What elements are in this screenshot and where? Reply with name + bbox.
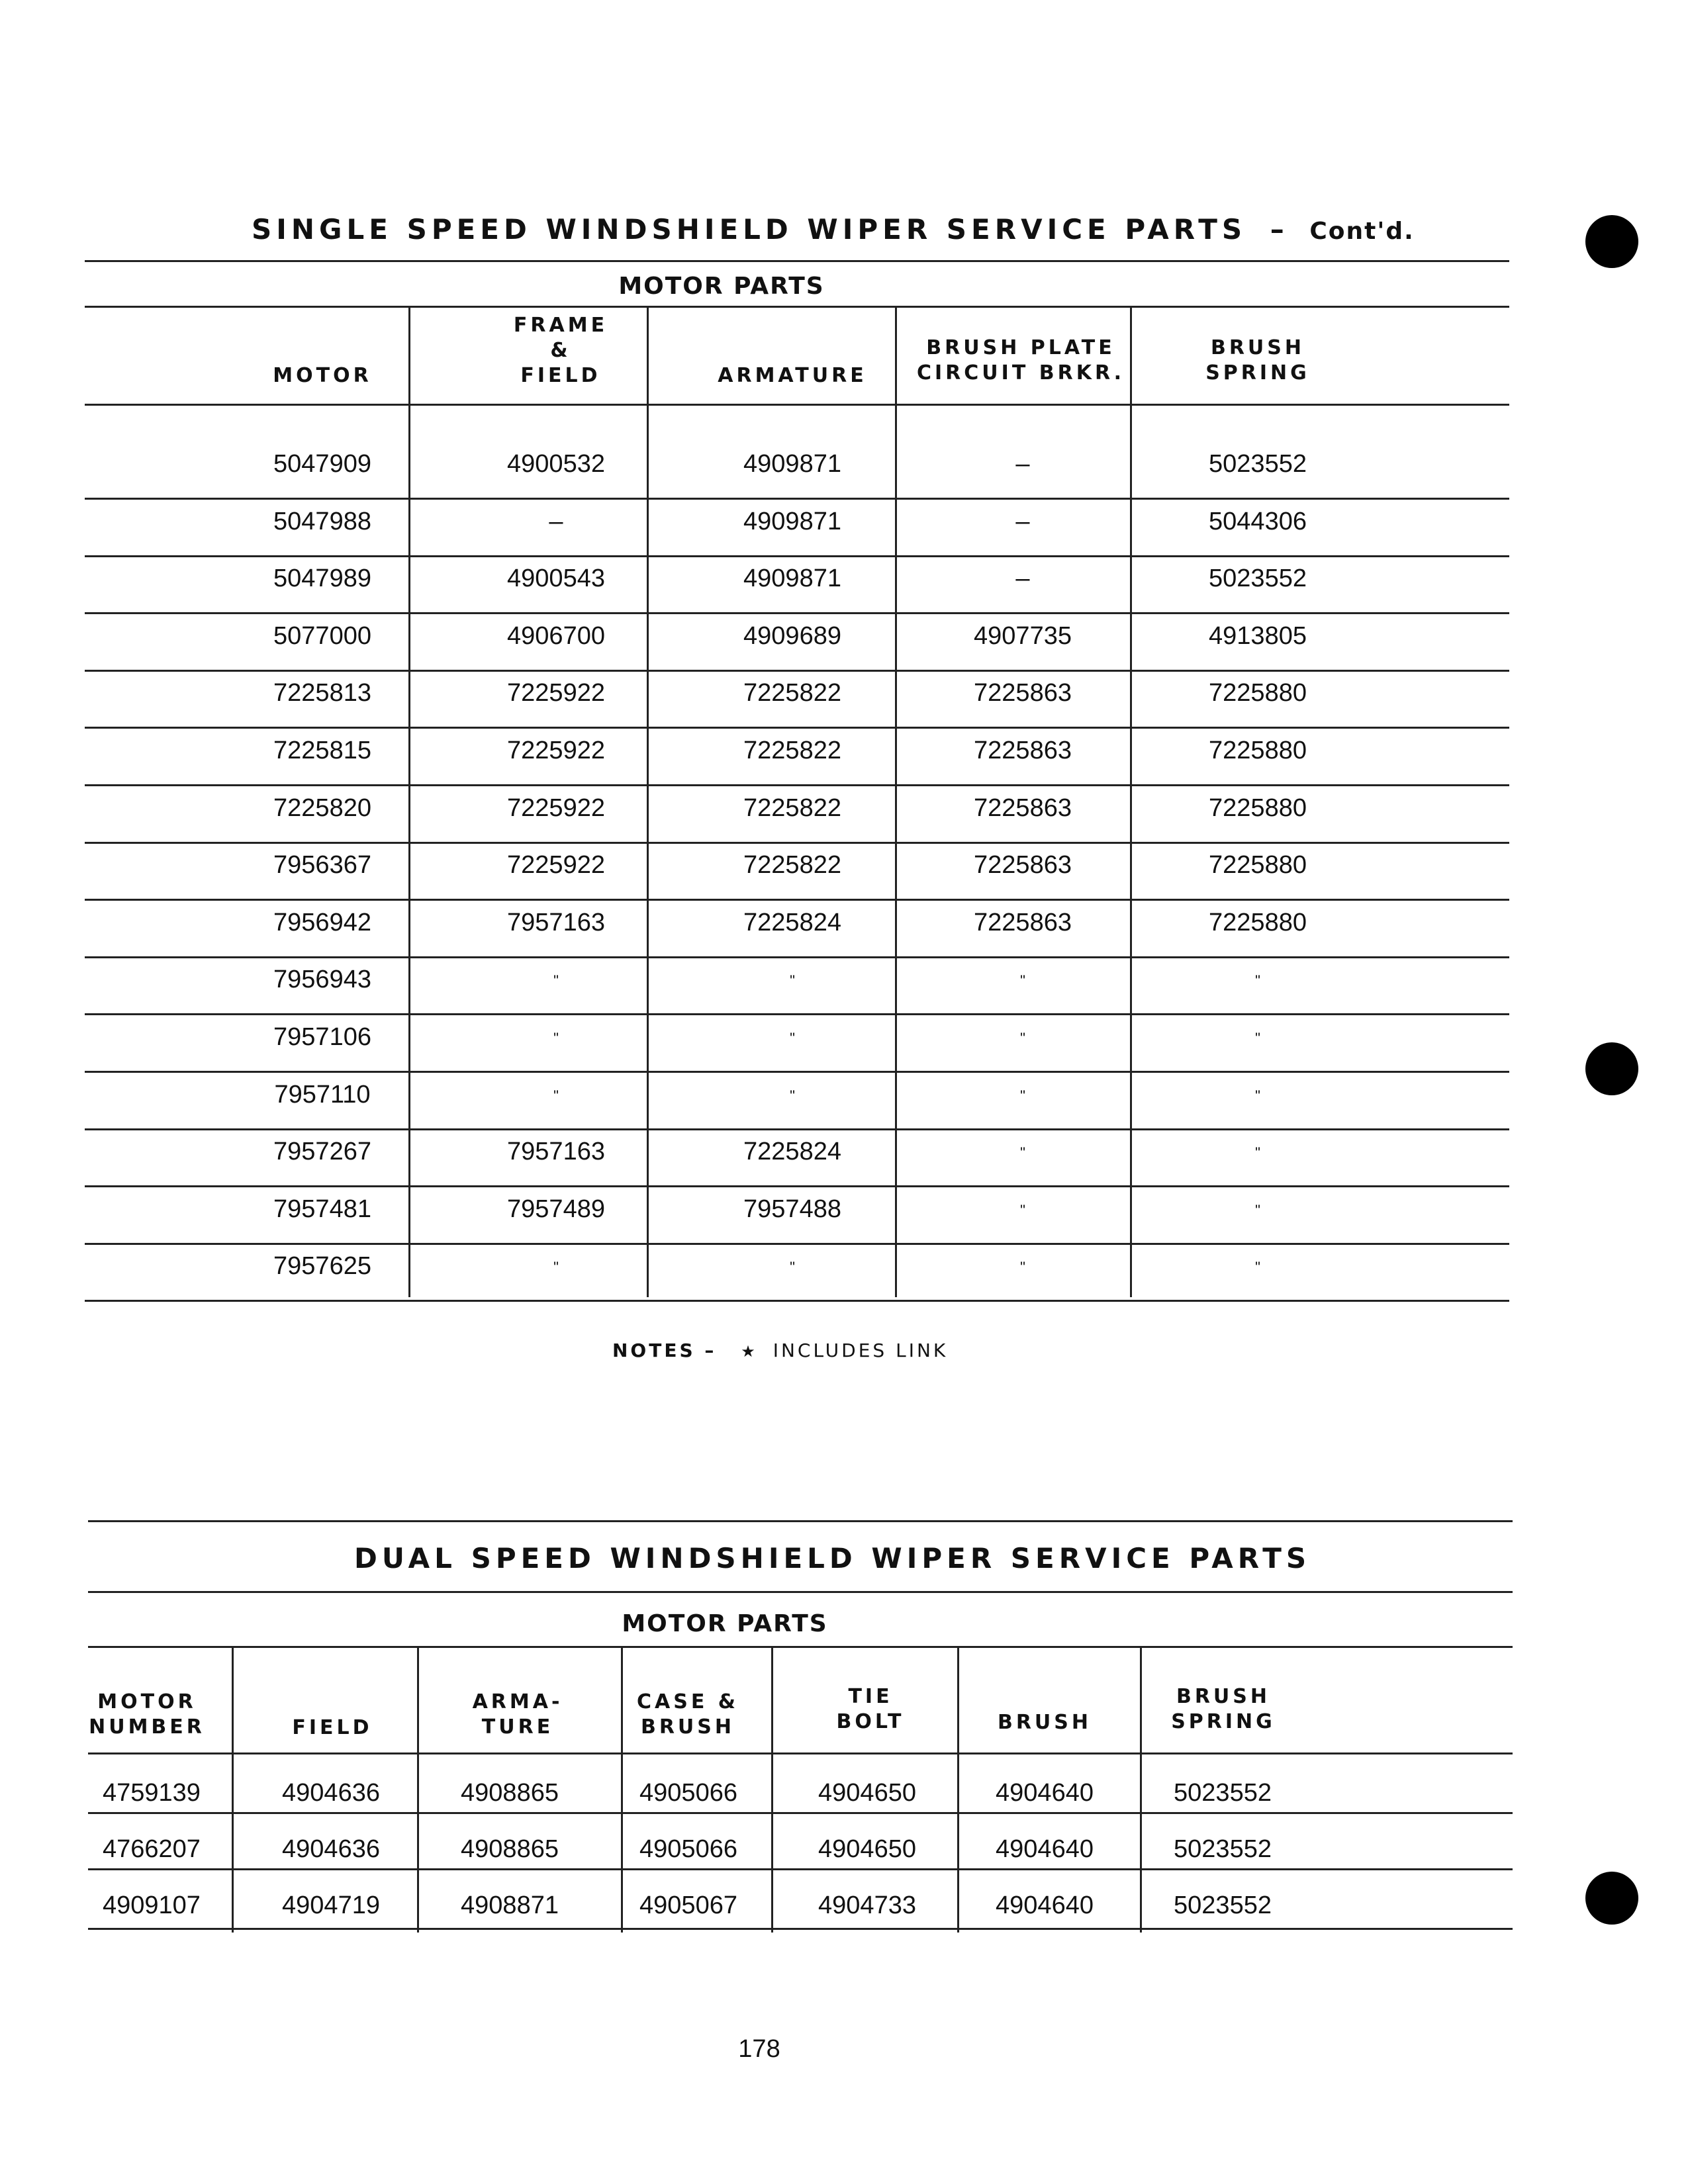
- table-cell: 4905067: [639, 1891, 737, 1919]
- table-cell: 4900532: [507, 450, 605, 478]
- table-cell: 7225822: [743, 737, 841, 764]
- table-cell: 4906700: [507, 621, 605, 650]
- table1-title: [252, 213, 1415, 246]
- table-row-rule: [85, 956, 1509, 958]
- table-row-rule: [85, 1185, 1509, 1187]
- table1-notes: [612, 1340, 948, 1361]
- t1-col-divider: [647, 307, 649, 1297]
- column-header-line: FIELD: [520, 364, 601, 387]
- table-cell: ": [1020, 972, 1025, 989]
- table-cell: 5047909: [273, 450, 371, 478]
- table-cell: 5023552: [1209, 450, 1307, 478]
- column-header-line: ARMATURE: [718, 364, 867, 387]
- table-cell: ": [1255, 1087, 1260, 1104]
- table-cell: 7225863: [974, 679, 1072, 707]
- table-cell: 7225922: [507, 679, 605, 707]
- column-header-line: TIE: [848, 1685, 893, 1708]
- page-number: 178: [738, 2035, 780, 2063]
- table-cell: ": [1020, 1144, 1025, 1161]
- table-cell: 7957625: [273, 1252, 371, 1281]
- table-cell: 7956943: [273, 966, 371, 994]
- table-row-rule: [85, 899, 1509, 901]
- table-cell: ": [553, 1030, 559, 1046]
- t1-header-1: [428, 313, 693, 388]
- table-row-rule: [85, 727, 1509, 729]
- table-cell: ": [790, 1259, 795, 1276]
- table-cell: 7225880: [1209, 851, 1307, 880]
- table-cell: 7225822: [743, 851, 841, 880]
- table-cell: 4909871: [743, 565, 841, 593]
- column-header-line: NUMBER: [89, 1715, 205, 1739]
- table1-title-contd: Cont'd.: [1309, 218, 1415, 245]
- table2-subtitle: MOTOR PARTS: [622, 1610, 828, 1637]
- table-row-rule: [85, 784, 1509, 786]
- table-cell: 4766207: [103, 1835, 201, 1863]
- table-cell: ": [1255, 1201, 1260, 1218]
- table-cell: 4904640: [996, 1835, 1094, 1863]
- table2-header-top-rule: [88, 1646, 1513, 1648]
- table-cell: ": [1255, 1259, 1260, 1276]
- punch-hole-top: [1585, 215, 1638, 268]
- table-cell: 7957481: [273, 1195, 371, 1223]
- table-row-rule: [85, 1300, 1509, 1302]
- table1-title-dash: –: [1270, 213, 1289, 246]
- table2-title-text: DUAL SPEED WINDSHIELD WIPER SERVICE PARTS: [354, 1542, 1311, 1574]
- table-cell: –: [549, 507, 563, 535]
- table-cell: 7225863: [974, 851, 1072, 880]
- table-cell: ": [790, 1030, 795, 1046]
- t1-header-0: [190, 363, 455, 388]
- table-cell: 4904640: [996, 1891, 1094, 1919]
- table-row-rule: [88, 1868, 1513, 1870]
- t1-header-3: [888, 336, 1153, 386]
- table-row-rule: [85, 670, 1509, 672]
- notes-text: INCLUDES LINK: [773, 1340, 949, 1361]
- table-cell: 7957106: [273, 1023, 371, 1051]
- table-cell: 7225863: [974, 908, 1072, 936]
- table-cell: 5077000: [273, 621, 371, 650]
- table-cell: 4908865: [461, 1835, 559, 1863]
- punch-hole-middle: [1585, 1042, 1638, 1095]
- t2-header-rule: [88, 1752, 1513, 1754]
- table-cell: 7957488: [743, 1195, 841, 1223]
- table-cell: 7957110: [274, 1080, 371, 1109]
- table-cell: 7225922: [507, 737, 605, 764]
- table-cell: ": [790, 1087, 795, 1104]
- table-cell: 4759139: [103, 1779, 201, 1807]
- table-cell: 5047988: [273, 507, 371, 535]
- table-row-rule: [85, 1243, 1509, 1245]
- notes-label: NOTES –: [612, 1340, 717, 1361]
- table-cell: 5023552: [1174, 1835, 1272, 1863]
- column-header-line: MOTOR: [273, 364, 372, 387]
- table-cell: ": [1020, 1201, 1025, 1218]
- table-cell: 7225813: [273, 679, 371, 707]
- table-cell: –: [1015, 450, 1030, 478]
- column-header-line: TURE: [481, 1715, 554, 1739]
- column-header-line: SPRING: [1205, 361, 1310, 385]
- table-cell: 4904640: [996, 1779, 1094, 1807]
- table-cell: 7225822: [743, 679, 841, 707]
- table2-title: [354, 1542, 1311, 1574]
- table-cell: 5044306: [1209, 507, 1307, 535]
- column-header-line: CIRCUIT BRKR.: [917, 361, 1125, 385]
- table-cell: 4904719: [282, 1891, 380, 1919]
- t1-col-divider: [1130, 307, 1132, 1297]
- table-cell: 4905066: [639, 1779, 737, 1807]
- table-cell: 7225922: [507, 794, 605, 822]
- table-cell: ": [553, 972, 559, 989]
- column-header-line: BOLT: [836, 1710, 905, 1733]
- table-row-rule: [85, 842, 1509, 844]
- star-icon: ★: [741, 1342, 758, 1361]
- column-header-line: FRAME: [513, 314, 608, 337]
- table-cell: 5023552: [1209, 565, 1307, 593]
- table-cell: 7225820: [273, 794, 371, 822]
- table-cell: ": [1020, 1030, 1025, 1046]
- table-cell: 7225880: [1209, 908, 1307, 936]
- table-cell: 7225863: [974, 737, 1072, 764]
- column-header-line: MOTOR: [97, 1690, 197, 1713]
- table-cell: 4909689: [743, 621, 841, 650]
- table-cell: 4908871: [461, 1891, 559, 1919]
- table-row-rule: [85, 612, 1509, 614]
- table-cell: 4908865: [461, 1779, 559, 1807]
- table2-top-rule: [88, 1520, 1513, 1522]
- table-cell: ": [1255, 1030, 1260, 1046]
- column-header-line: BRUSH PLATE: [926, 336, 1115, 359]
- table-cell: –: [1015, 507, 1030, 535]
- table-cell: 7225880: [1209, 679, 1307, 707]
- t1-col-divider: [408, 307, 410, 1297]
- table1-header-top-rule: [85, 306, 1509, 308]
- t1-col-divider: [895, 307, 897, 1297]
- table-cell: 7225824: [743, 908, 841, 936]
- table-cell: –: [1015, 565, 1030, 593]
- t2-header-6: [1091, 1684, 1356, 1735]
- table-cell: ": [1020, 1259, 1025, 1276]
- table-row-rule: [85, 498, 1509, 500]
- column-header-line: CASE &: [637, 1690, 739, 1713]
- table1-subtitle: MOTOR PARTS: [618, 273, 825, 300]
- table-cell: 7225880: [1209, 737, 1307, 764]
- table-cell: 7957163: [507, 1138, 605, 1166]
- table-cell: 4900543: [507, 565, 605, 593]
- table-cell: 7225880: [1209, 794, 1307, 822]
- table-row-rule: [85, 1071, 1509, 1073]
- table-cell: 7225824: [743, 1138, 841, 1166]
- table-cell: 4904650: [818, 1835, 916, 1863]
- table-cell: ": [1020, 1087, 1025, 1104]
- table-cell: ": [1255, 972, 1260, 989]
- table-cell: 7957489: [507, 1195, 605, 1223]
- column-header-line: BRUSH: [1176, 1685, 1271, 1708]
- table-cell: 7225815: [273, 737, 371, 764]
- table-cell: 7225822: [743, 794, 841, 822]
- table-cell: ": [553, 1259, 559, 1276]
- table-cell: 7956942: [273, 908, 371, 936]
- table-cell: 7225863: [974, 794, 1072, 822]
- table-cell: 5023552: [1174, 1779, 1272, 1807]
- table-cell: 7957163: [507, 908, 605, 936]
- table-row-rule: [85, 1013, 1509, 1015]
- table-cell: ": [790, 972, 795, 989]
- table-cell: 4913805: [1209, 621, 1307, 650]
- table-cell: ": [1255, 1144, 1260, 1161]
- column-header-line: BRUSH: [640, 1715, 735, 1739]
- column-header-line: &: [550, 339, 571, 362]
- table-cell: 4909871: [743, 450, 841, 478]
- column-header-line: SPRING: [1171, 1710, 1276, 1733]
- table-row-rule: [88, 1812, 1513, 1814]
- table-cell: 5023552: [1174, 1891, 1272, 1919]
- t1-header-rule: [85, 404, 1509, 406]
- table-cell: 4904650: [818, 1779, 916, 1807]
- table-cell: ": [553, 1087, 559, 1104]
- table-cell: 4904636: [282, 1835, 380, 1863]
- table-cell: 4905066: [639, 1835, 737, 1863]
- table-cell: 7956367: [273, 851, 371, 880]
- table-cell: 7225922: [507, 851, 605, 880]
- table2-title-rule: [88, 1591, 1513, 1593]
- column-header-line: FIELD: [292, 1716, 373, 1739]
- column-header-line: BRUSH: [1210, 336, 1305, 359]
- column-header-line: BRUSH: [997, 1711, 1092, 1734]
- table-cell: 5047989: [273, 565, 371, 593]
- column-header-line: ARMA-: [472, 1690, 563, 1713]
- table-cell: 4909871: [743, 507, 841, 535]
- punch-hole-bottom: [1585, 1872, 1638, 1925]
- table-cell: 4904636: [282, 1779, 380, 1807]
- table-cell: 4909107: [103, 1891, 201, 1919]
- table-cell: 4907735: [974, 621, 1072, 650]
- table1-title-text: SINGLE SPEED WINDSHIELD WIPER SERVICE PARTS: [252, 213, 1247, 246]
- table-row-rule: [88, 1928, 1513, 1930]
- t1-header-4: [1125, 336, 1390, 386]
- table-cell: 4904733: [818, 1891, 916, 1919]
- table-row-rule: [85, 555, 1509, 557]
- t1-header-2: [660, 363, 925, 388]
- table-cell: 7957267: [273, 1138, 371, 1166]
- table-row-rule: [85, 1128, 1509, 1130]
- table1-top-rule: [85, 260, 1509, 262]
